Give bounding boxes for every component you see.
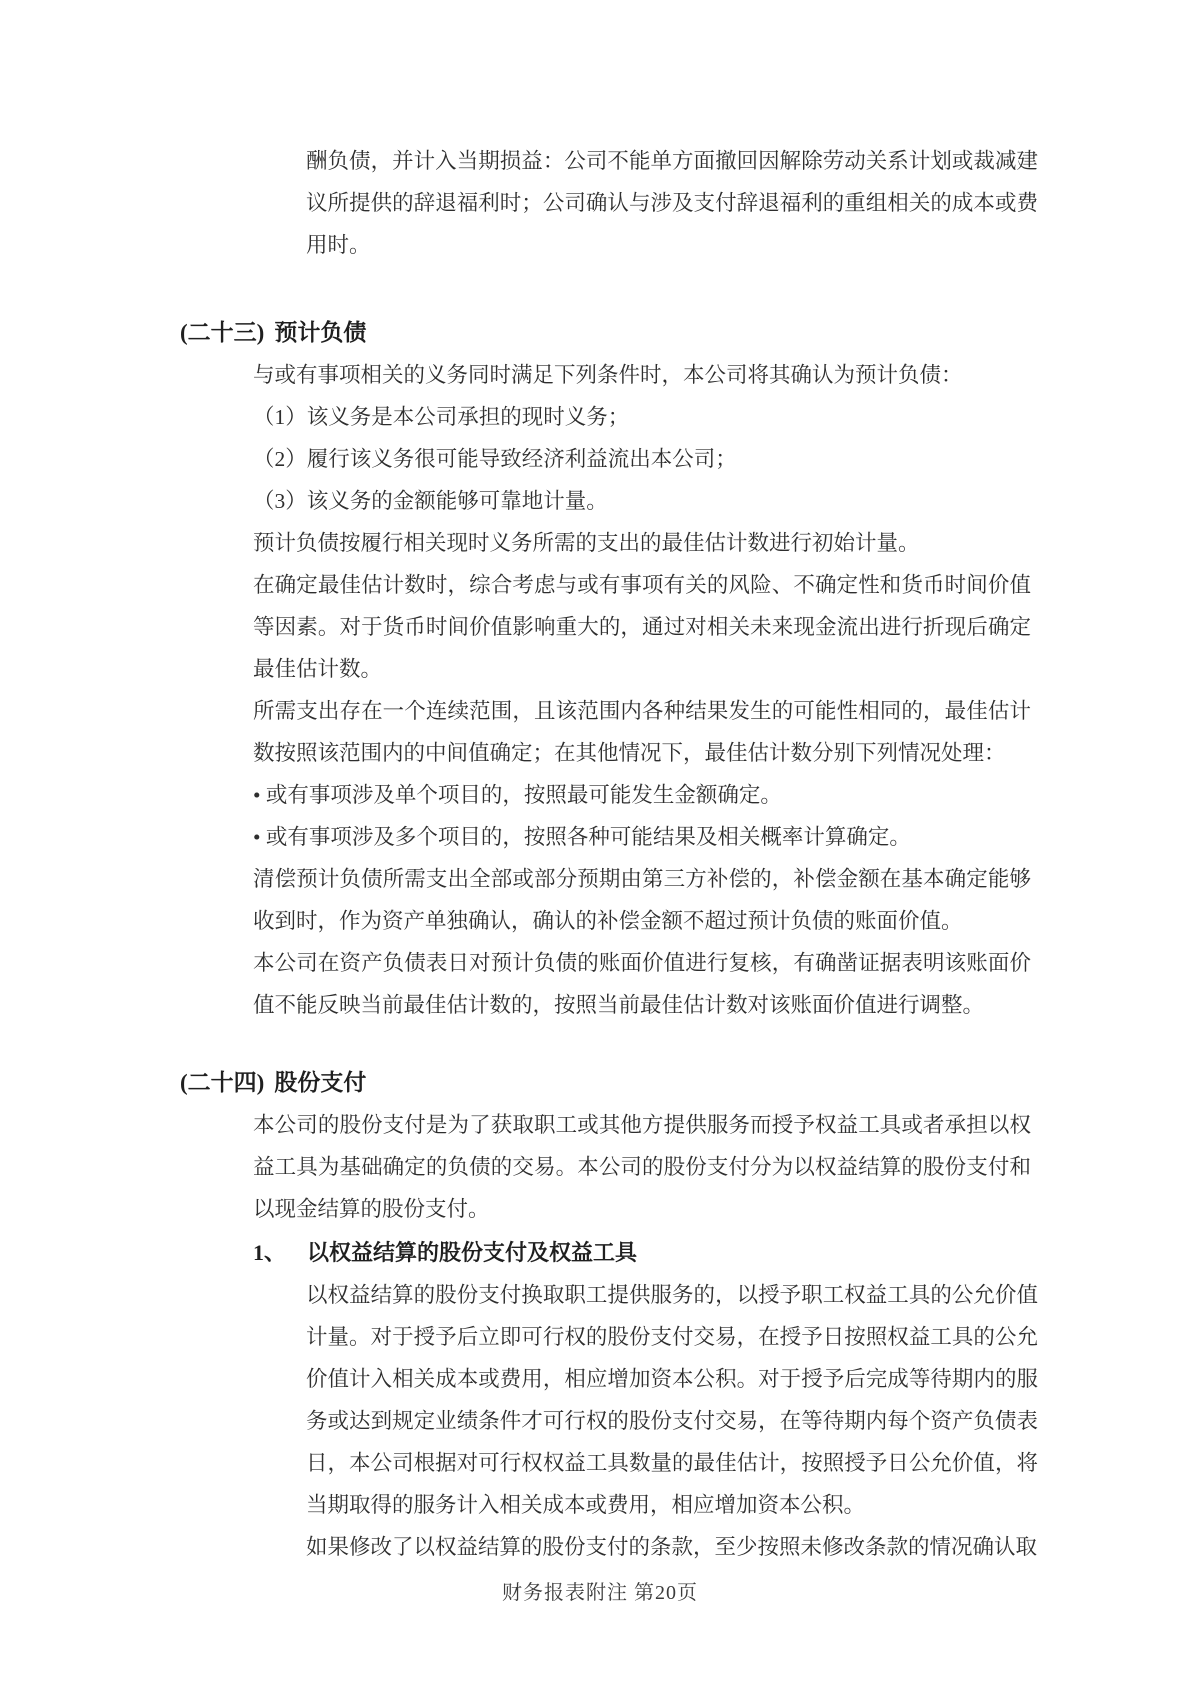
paragraph: 如果修改了以权益结算的股份支付的条款，至少按照未修改条款的情况确认取 — [306, 1535, 1038, 1559]
section-24-heading — [180, 1062, 1200, 1104]
page-footer: 财务报表附注 第20页 — [502, 1582, 698, 1604]
section-24-title: 股份支付 — [274, 1070, 367, 1095]
list-item: （2）履行该义务很可能导致经济利益流出本公司； — [253, 447, 737, 471]
section-23-title: 预计负债 — [274, 320, 367, 345]
section-23-heading — [180, 312, 1200, 354]
section-24-number: (二十四) — [180, 1070, 265, 1095]
paragraph: 在确定最佳估计数时，综合考虑与或有事项有关的风险、不确定性和货币时间价值等因素。对于货币时间价值影响重大的，通过对相关未来现金流出进行折现后确定最佳估计数。 — [253, 573, 1031, 681]
continuation-paragraph: 酬负债，并计入当期损益：公司不能单方面撤回因解除劳动关系计划或裁减建议所提供的辞退福利时；公司确认与涉及支付辞退福利的重组相关的成本或费用时。 — [306, 149, 1038, 257]
paragraph: 本公司的股份支付是为了获取职工或其他方提供服务而授予权益工具或者承担以权益工具为基础确定的负债的交易。本公司的股份支付分为以权益结算的股份支付和以现金结算的股份支付。 — [253, 1113, 1031, 1221]
paragraph: 所需支出存在一个连续范围，且该范围内各种结果发生的可能性相同的，最佳估计数按照该范围内的中间值确定；在其他情况下，最佳估计数分别下列情况处理： — [253, 699, 1031, 765]
bullet-item: • 或有事项涉及多个项目的，按照各种可能结果及相关概率计算确定。 — [253, 825, 911, 849]
paragraph: 清偿预计负债所需支出全部或部分预期由第三方补偿的，补偿金额在基本确定能够收到时，作为资产单独确认，确认的补偿金额不超过预计负债的账面价值。 — [253, 867, 1031, 933]
subsection-1-number: 1、 — [253, 1240, 287, 1265]
paragraph: 预计负债按履行相关现时义务所需的支出的最佳估计数进行初始计量。 — [253, 531, 920, 555]
subsection-1-heading — [253, 1232, 1200, 1274]
paragraph: 本公司在资产负债表日对预计负债的账面价值进行复核，有确凿证据表明该账面价值不能反映当前最佳估计数的，按照当前最佳估计数对该账面价值进行调整。 — [253, 951, 1031, 1017]
section-23-number: (二十三) — [180, 320, 265, 345]
bullet-item: • 或有事项涉及单个项目的，按照最可能发生金额确定。 — [253, 783, 782, 807]
list-item: （1）该义务是本公司承担的现时义务； — [253, 405, 630, 429]
list-item: （3）该义务的金额能够可靠地计量。 — [253, 489, 608, 513]
subsection-1-title: 以权益结算的股份支付及权益工具 — [307, 1240, 638, 1265]
paragraph: 与或有事项相关的义务同时满足下列条件时，本公司将其确认为预计负债： — [253, 363, 963, 387]
paragraph: 以权益结算的股份支付换取职工提供服务的，以授予职工权益工具的公允价值计量。对于授予后立即可行权的股份支付交易，在授予日按照权益工具的公允价值计入相关成本或费用，相应增加资本公积。对于授予后完成等待期内的服务或达到规定业绩条件才可行权的股份支付交易，在等待期内每个资产负债表日，本公司根据对可行权权益工具数量的最佳估计，按照授予日公允价值，将当期取得的服务计入相关成本或费用，相应增加资本公积。 — [306, 1283, 1038, 1517]
